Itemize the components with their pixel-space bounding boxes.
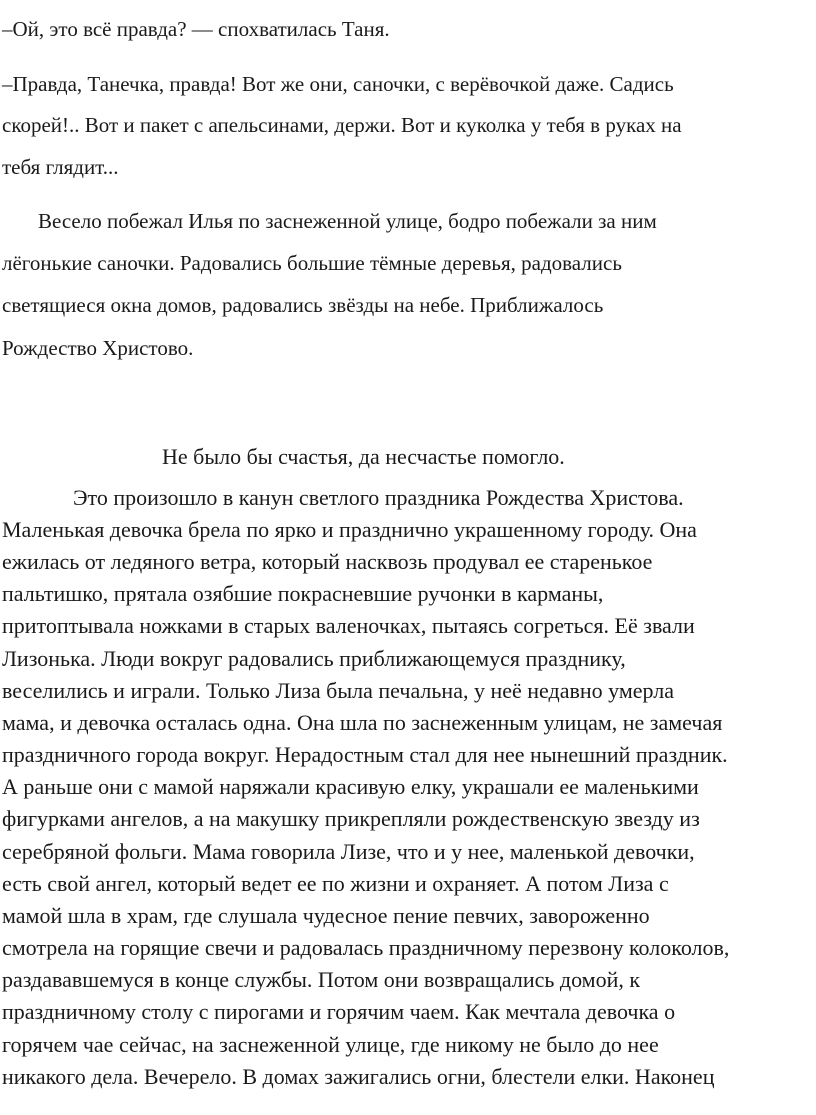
story-line: серебряной фольги. Мама говорила Лизе, что и у нее, маленькой девочки, bbox=[2, 839, 695, 864]
story-line: смотрела на горящие свечи и радовалась праздничному перезвону колоколов, bbox=[2, 935, 730, 960]
story-line: Маленькая девочка брела по ярко и празднично украшенному городу. Она bbox=[2, 517, 697, 542]
story-line: пальтишко, прятала озябшие покрасневшие ручонки в карманы, bbox=[2, 581, 604, 606]
story-line: веселились и играли. Только Лиза была печальна, у неё недавно умерла bbox=[2, 678, 674, 703]
story-line: мамой шла в храм, где слушала чудесное пение певчих, завороженно bbox=[2, 903, 650, 928]
dialogue-line: тебя глядит... bbox=[2, 155, 119, 179]
story-line: мама, и девочка осталась одна. Она шла по заснеженным улицам, не замечая bbox=[2, 710, 723, 735]
dialogue-line: –Правда, Танечка, правда! Вот же они, саночки, с верёвочкой даже. Садись bbox=[2, 72, 674, 96]
story-line: фигурками ангелов, а на макушку прикрепляли рождественскую звезду из bbox=[2, 806, 700, 831]
paragraph-line: лёгонькие саночки. Радовались большие тёмные деревья, радовались bbox=[2, 251, 622, 275]
story-line: А раньше они с мамой наряжали красивую елку, украшали ее маленькими bbox=[2, 774, 699, 799]
story-line: праздничному столу с пирогами и горячим чаем. Как мечтала девочка о bbox=[2, 999, 676, 1024]
story-line: есть свой ангел, который ведет ее по жизни и охраняет. А потом Лиза с bbox=[2, 871, 669, 896]
dialogue-line: скорей!.. Вот и пакет с апельсинами, держи. Вот и куколка у тебя в руках на bbox=[2, 113, 682, 137]
story-line: никакого дела. Вечерело. В домах зажигались огни, блестели елки. Наконец bbox=[2, 1064, 715, 1089]
story-line: раздававшемуся в конце службы. Потом они возвращались домой, к bbox=[2, 967, 641, 992]
story-line: ежилась от ледяного ветра, который насквозь продувал ее старенькое bbox=[2, 549, 653, 574]
story-title: Не было бы счастья, да несчастье помогло. bbox=[162, 444, 565, 469]
story-line: Лизонька. Люди вокруг радовались приближающемуся празднику, bbox=[2, 646, 626, 671]
paragraph-line: Рождество Христово. bbox=[2, 336, 194, 360]
dialogue-line: –Ой, это всё правда? — спохватилась Таня. bbox=[2, 17, 390, 41]
story-line: Это произошло в канун светлого праздника Рождества Христова. bbox=[73, 485, 684, 510]
story-line: праздничного города вокруг. Нерадостным стал для нее нынешний праздник. bbox=[2, 742, 728, 767]
paragraph-line: светящиеся окна домов, радовались звёзды на небе. Приближалось bbox=[2, 293, 604, 317]
paragraph-line: Весело побежал Илья по заснеженной улице, бодро побежали за ним bbox=[38, 209, 657, 233]
story-line: притоптывала ножками в старых валеночках, пытаясь согреться. Её звали bbox=[2, 613, 695, 638]
story-line: горячем чае сейчас, на заснеженной улице, где никому не было до нее bbox=[2, 1032, 659, 1057]
